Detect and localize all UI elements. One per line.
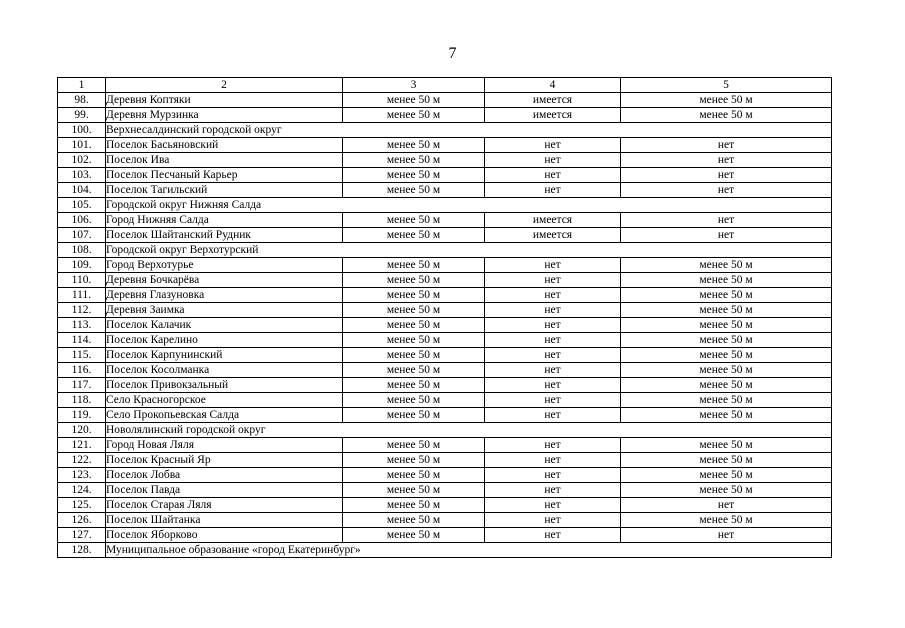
settlement-name: Поселок Павда (106, 483, 343, 498)
column-5-value: менее 50 м (621, 378, 832, 393)
row-number: 104. (58, 183, 106, 198)
row-number: 101. (58, 138, 106, 153)
table-row (58, 513, 832, 528)
settlement-name: Деревня Заимка (106, 303, 343, 318)
row-number: 98. (58, 93, 106, 108)
settlement-name: Поселок Лобва (106, 468, 343, 483)
row-number: 122. (58, 453, 106, 468)
column-3-value: менее 50 м (343, 318, 485, 333)
column-4-value: нет (485, 528, 621, 543)
row-number: 127. (58, 528, 106, 543)
column-5-value: менее 50 м (621, 513, 832, 528)
column-5-value: нет (621, 153, 832, 168)
column-4-value: нет (485, 498, 621, 513)
column-4-value: нет (485, 393, 621, 408)
column-3-value: менее 50 м (343, 288, 485, 303)
column-5-value: нет (621, 498, 832, 513)
column-3-value: менее 50 м (343, 108, 485, 123)
settlement-name: Поселок Яборково (106, 528, 343, 543)
header-cell-5: 5 (621, 78, 832, 93)
row-number: 113. (58, 318, 106, 333)
column-3-value: менее 50 м (343, 348, 485, 363)
column-4-value: нет (485, 483, 621, 498)
section-title: Верхнесалдинский городской округ (106, 123, 832, 138)
section-title: Муниципальное образование «город Екатеринбург» (106, 543, 832, 558)
column-4-value: имеется (485, 108, 621, 123)
column-3-value: менее 50 м (343, 438, 485, 453)
table-section-row (58, 423, 832, 438)
row-number: 108. (58, 243, 106, 258)
column-4-value: нет (485, 333, 621, 348)
table-row (58, 228, 832, 243)
row-number: 112. (58, 303, 106, 318)
table-row (58, 408, 832, 423)
column-5-value: нет (621, 528, 832, 543)
table-row (58, 333, 832, 348)
column-4-value: нет (485, 438, 621, 453)
column-5-value: менее 50 м (621, 453, 832, 468)
table-row (58, 183, 832, 198)
settlement-name: Поселок Песчаный Карьер (106, 168, 343, 183)
settlement-name: Поселок Косолманка (106, 363, 343, 378)
row-number: 111. (58, 288, 106, 303)
column-5-value: менее 50 м (621, 258, 832, 273)
table-row (58, 468, 832, 483)
column-3-value: менее 50 м (343, 453, 485, 468)
row-number: 128. (58, 543, 106, 558)
column-5-value: менее 50 м (621, 393, 832, 408)
column-5-value: менее 50 м (621, 333, 832, 348)
column-5-value: менее 50 м (621, 273, 832, 288)
settlements-table (57, 77, 832, 558)
settlement-name: Поселок Привокзальный (106, 378, 343, 393)
table-row (58, 153, 832, 168)
row-number: 106. (58, 213, 106, 228)
settlement-name: Деревня Коптяки (106, 93, 343, 108)
settlement-name: Деревня Бочкарёва (106, 273, 343, 288)
table-section-row (58, 123, 832, 138)
column-3-value: менее 50 м (343, 153, 485, 168)
column-5-value: менее 50 м (621, 93, 832, 108)
settlement-name: Поселок Ива (106, 153, 343, 168)
table-row (58, 528, 832, 543)
column-5-value: менее 50 м (621, 348, 832, 363)
column-4-value: нет (485, 513, 621, 528)
section-title: Новолялинский городской округ (106, 423, 832, 438)
row-number: 120. (58, 423, 106, 438)
column-3-value: менее 50 м (343, 483, 485, 498)
column-4-value: нет (485, 258, 621, 273)
header-cell-1: 1 (58, 78, 106, 93)
settlement-name: Город Новая Ляля (106, 438, 343, 453)
column-3-value: менее 50 м (343, 393, 485, 408)
section-title: Городской округ Нижняя Салда (106, 198, 832, 213)
settlement-name: Город Верхотурье (106, 258, 343, 273)
column-3-value: менее 50 м (343, 378, 485, 393)
header-cell-4: 4 (485, 78, 621, 93)
section-title: Городской округ Верхотурский (106, 243, 832, 258)
row-number: 110. (58, 273, 106, 288)
column-3-value: менее 50 м (343, 528, 485, 543)
settlement-name: Поселок Карпунинский (106, 348, 343, 363)
table-row (58, 438, 832, 453)
row-number: 121. (58, 438, 106, 453)
column-5-value: нет (621, 168, 832, 183)
column-4-value: нет (485, 453, 621, 468)
row-number: 99. (58, 108, 106, 123)
column-3-value: менее 50 м (343, 303, 485, 318)
row-number: 119. (58, 408, 106, 423)
column-5-value: нет (621, 138, 832, 153)
table-row (58, 213, 832, 228)
settlement-name: Поселок Карелино (106, 333, 343, 348)
settlement-name: Поселок Шайтанка (106, 513, 343, 528)
page-number: 7 (448, 45, 457, 62)
column-4-value: нет (485, 348, 621, 363)
column-5-value: менее 50 м (621, 288, 832, 303)
column-3-value: менее 50 м (343, 498, 485, 513)
column-5-value: менее 50 м (621, 303, 832, 318)
row-number: 125. (58, 498, 106, 513)
table-row (58, 393, 832, 408)
column-3-value: менее 50 м (343, 363, 485, 378)
settlement-name: Деревня Глазуновка (106, 288, 343, 303)
table-row (58, 168, 832, 183)
column-3-value: менее 50 м (343, 183, 485, 198)
column-5-value: менее 50 м (621, 408, 832, 423)
column-5-value: нет (621, 183, 832, 198)
table-row (58, 258, 832, 273)
row-number: 115. (58, 348, 106, 363)
column-3-value: менее 50 м (343, 408, 485, 423)
table-row (58, 453, 832, 468)
header-cell-2: 2 (106, 78, 343, 93)
column-3-value: менее 50 м (343, 93, 485, 108)
row-number: 114. (58, 333, 106, 348)
column-5-value: нет (621, 228, 832, 243)
row-number: 126. (58, 513, 106, 528)
row-number: 107. (58, 228, 106, 243)
settlement-name: Село Красногорское (106, 393, 343, 408)
column-4-value: имеется (485, 213, 621, 228)
table-row (58, 318, 832, 333)
table-row (58, 498, 832, 513)
column-3-value: менее 50 м (343, 258, 485, 273)
row-number: 100. (58, 123, 106, 138)
column-3-value: менее 50 м (343, 213, 485, 228)
column-3-value: менее 50 м (343, 333, 485, 348)
row-number: 117. (58, 378, 106, 393)
column-4-value: нет (485, 408, 621, 423)
settlement-name: Город Нижняя Салда (106, 213, 343, 228)
column-4-value: нет (485, 288, 621, 303)
table-row (58, 138, 832, 153)
row-number: 102. (58, 153, 106, 168)
column-4-value: имеется (485, 93, 621, 108)
settlement-name: Поселок Калачик (106, 318, 343, 333)
column-4-value: нет (485, 183, 621, 198)
header-cell-3: 3 (343, 78, 485, 93)
column-4-value: нет (485, 138, 621, 153)
settlement-name: Поселок Тагильский (106, 183, 343, 198)
settlement-name: Поселок Красный Яр (106, 453, 343, 468)
row-number: 109. (58, 258, 106, 273)
table-row (58, 303, 832, 318)
column-5-value: менее 50 м (621, 438, 832, 453)
table-row (58, 348, 832, 363)
column-5-value: менее 50 м (621, 363, 832, 378)
table-section-row (58, 243, 832, 258)
row-number: 124. (58, 483, 106, 498)
row-number: 105. (58, 198, 106, 213)
column-4-value: нет (485, 468, 621, 483)
table-row (58, 273, 832, 288)
table-header-row (58, 78, 832, 93)
row-number: 116. (58, 363, 106, 378)
table-row (58, 108, 832, 123)
column-4-value: нет (485, 378, 621, 393)
table-row (58, 93, 832, 108)
column-4-value: нет (485, 303, 621, 318)
settlement-name: Поселок Шайтанский Рудник (106, 228, 343, 243)
column-3-value: менее 50 м (343, 513, 485, 528)
table-row (58, 483, 832, 498)
column-4-value: нет (485, 363, 621, 378)
column-3-value: менее 50 м (343, 228, 485, 243)
column-4-value: нет (485, 168, 621, 183)
column-4-value: нет (485, 153, 621, 168)
column-3-value: менее 50 м (343, 168, 485, 183)
column-3-value: менее 50 м (343, 138, 485, 153)
column-5-value: менее 50 м (621, 483, 832, 498)
table-row (58, 363, 832, 378)
settlement-name: Поселок Басьяновский (106, 138, 343, 153)
column-5-value: менее 50 м (621, 108, 832, 123)
column-3-value: менее 50 м (343, 468, 485, 483)
row-number: 118. (58, 393, 106, 408)
column-4-value: нет (485, 273, 621, 288)
column-5-value: менее 50 м (621, 318, 832, 333)
column-4-value: нет (485, 318, 621, 333)
table-row (58, 378, 832, 393)
row-number: 123. (58, 468, 106, 483)
column-3-value: менее 50 м (343, 273, 485, 288)
column-4-value: имеется (485, 228, 621, 243)
table-section-row (58, 198, 832, 213)
settlement-name: Поселок Старая Ляля (106, 498, 343, 513)
column-5-value: менее 50 м (621, 468, 832, 483)
table-row (58, 288, 832, 303)
table-section-row (58, 543, 832, 558)
column-5-value: нет (621, 213, 832, 228)
row-number: 103. (58, 168, 106, 183)
settlement-name: Деревня Мурзинка (106, 108, 343, 123)
settlement-name: Село Прокопьевская Салда (106, 408, 343, 423)
